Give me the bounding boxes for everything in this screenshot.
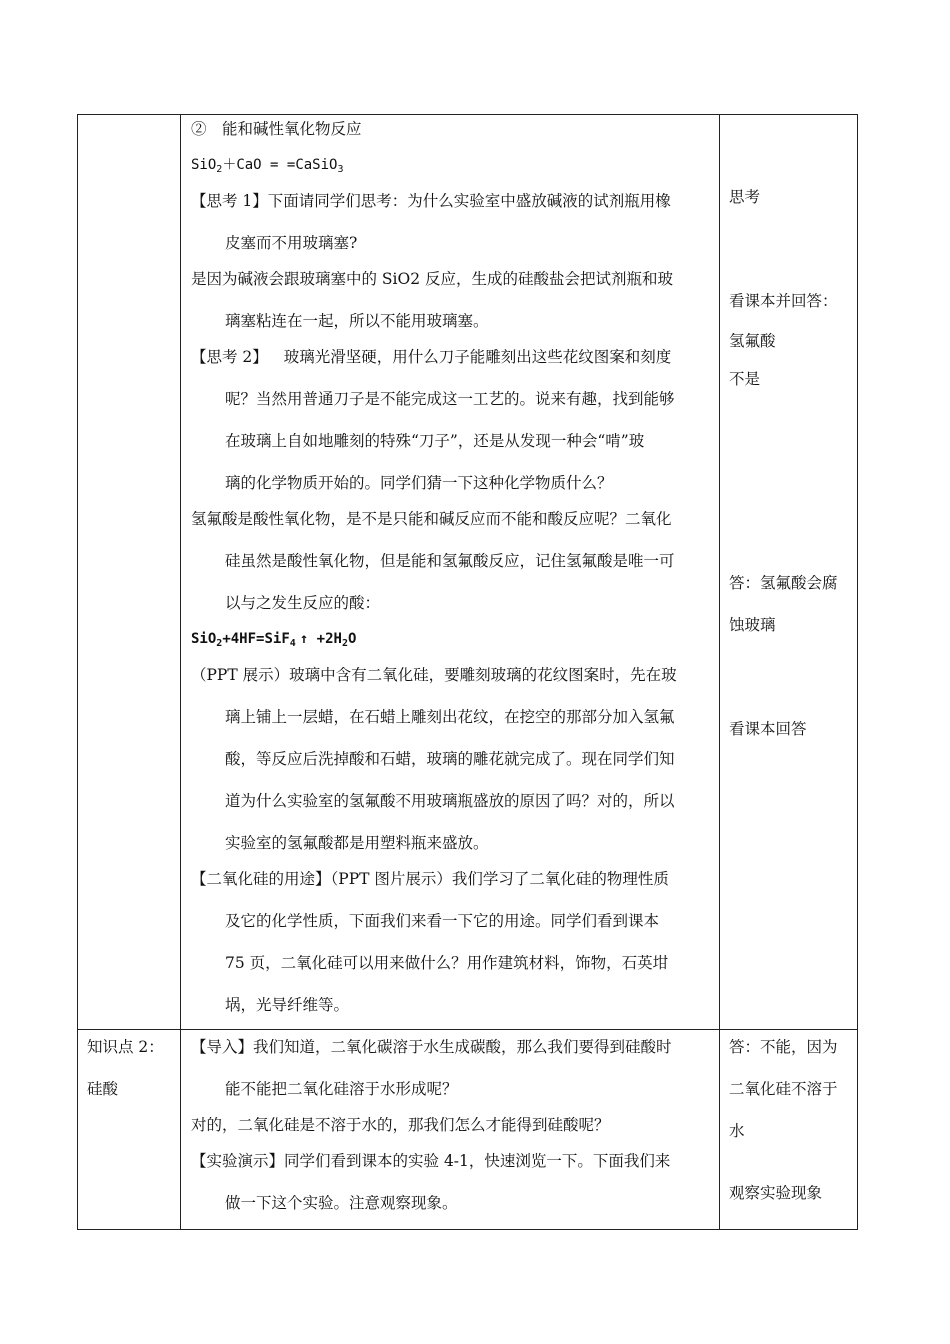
student-note: 水 xyxy=(729,1122,745,1140)
student-note: 答：不能，因为 xyxy=(729,1038,838,1056)
experiment-text: 同学们看到课本的实验 4-1，快速浏览一下。下面我们来 xyxy=(284,1152,671,1170)
think-1-line-1 xyxy=(191,191,671,211)
student-note: 答：氢氟酸会腐 xyxy=(729,574,838,592)
think-2-line-3: 在玻璃上自如地雕刻的特殊“刀子”，还是从发现一种会“啃”玻 xyxy=(225,432,645,450)
student-note: 氢氟酸 xyxy=(729,332,776,350)
use-text: （PPT 图片展示）我们学习了二氧化硅的物理性质 xyxy=(330,870,669,888)
eq-part: ↑ +2H xyxy=(299,631,342,647)
use-tag: 【二氧化硅的用途】 xyxy=(191,870,331,888)
answer-1-line-2: 璃塞粘连在一起，所以不能用玻璃塞。 xyxy=(225,312,489,330)
hf-line-1: 氢氟酸是酸性氧化物，是不是只能和碱反应而不能和酸反应呢？二氧化 xyxy=(191,510,672,528)
equation-sio2-cao xyxy=(191,155,344,175)
think-2-line-1 xyxy=(191,347,671,367)
ppt-line-1: （PPT 展示）玻璃中含有二氧化硅，要雕刻玻璃的花纹图案时，先在玻 xyxy=(191,666,677,684)
think-2-line-2: 呢？当然用普通刀子是不能完成这一工艺的。说来有趣，找到能够 xyxy=(225,390,675,408)
think-1-tag: 【思考 1】 xyxy=(191,192,268,210)
knowledge-point-label: 知识点 2： xyxy=(87,1038,164,1056)
think-1-line-2: 皮塞而不用玻璃塞? xyxy=(225,234,358,252)
hf-line-3: 以与之发生反应的酸： xyxy=(225,594,381,612)
student-activity-cell xyxy=(720,1030,858,1230)
use-line-4: 埚，光导纤维等。 xyxy=(225,996,350,1014)
item-2-heading: ② 能和碱性氧化物反应 xyxy=(191,120,362,138)
knowledge-point-title: 硅酸 xyxy=(87,1080,119,1098)
experiment-line-2: 做一下这个实验。注意观察现象。 xyxy=(225,1194,458,1212)
student-note: 思考 xyxy=(729,188,761,206)
eq-part: SiO xyxy=(191,157,217,173)
student-note: 看课本回答 xyxy=(729,720,807,738)
student-note: 不是 xyxy=(729,370,761,388)
intro-tag: 【导入】 xyxy=(191,1038,254,1056)
use-line-3: 75 页，二氧化硅可以用来做什么？用作建筑材料，饰物，石英坩 xyxy=(225,954,669,972)
student-note: 看课本并回答： xyxy=(729,292,838,310)
experiment-line-1 xyxy=(191,1151,670,1171)
teacher-activity-cell xyxy=(181,1030,720,1230)
intro-line-2: 能不能把二氧化硅溶于水形成呢？ xyxy=(225,1080,458,1098)
intro-line-3: 对的，二氧化硅是不溶于水的，那我们怎么才能得到硅酸呢？ xyxy=(191,1116,610,1134)
eq-sub: 3 xyxy=(337,164,344,175)
topic-cell xyxy=(78,1030,181,1230)
think-2-tag: 【思考 2】 xyxy=(191,348,268,366)
eq-part: ＋CaO = =CaSiO xyxy=(222,157,338,173)
use-line-1 xyxy=(191,869,669,889)
ppt-line-4: 道为什么实验室的氢氟酸不用玻璃瓶盛放的原因了吗？对的，所以 xyxy=(225,792,675,810)
student-note: 蚀玻璃 xyxy=(729,616,776,634)
student-note: 二氧化硅不溶于 xyxy=(729,1080,838,1098)
ppt-line-2: 璃上铺上一层蜡，在石蜡上雕刻出花纹，在挖空的那部分加入氢氟 xyxy=(225,708,675,726)
topic-cell xyxy=(78,115,181,1030)
eq-sub: 4 xyxy=(289,638,296,649)
equation-sio2-hf xyxy=(191,629,356,649)
table-row xyxy=(78,1030,858,1230)
eq-sub: 2 xyxy=(341,638,348,649)
eq-part: SiO xyxy=(191,631,217,647)
lesson-plan-table xyxy=(77,114,858,1230)
student-activity-cell xyxy=(720,115,858,1030)
teacher-activity-cell xyxy=(181,115,720,1030)
eq-sub: 2 xyxy=(216,638,223,649)
intro-line-1 xyxy=(191,1037,672,1057)
think-2-line-4: 璃的化学物质开始的。同学们猜一下这种化学物质什么？ xyxy=(225,474,613,492)
eq-sub: 2 xyxy=(216,164,223,175)
think-2-text: 玻璃光滑坚硬，用什么刀子能雕刻出这些花纹图案和刻度 xyxy=(283,348,672,366)
intro-text: 我们知道，二氧化碳溶于水生成碳酸，那么我们要得到硅酸时 xyxy=(253,1038,672,1056)
think-1-text: 下面请同学们思考：为什么实验室中盛放碱液的试剂瓶用橡 xyxy=(267,192,671,210)
table-row xyxy=(78,115,858,1030)
ppt-line-3: 酸，等反应后洗掉酸和石蜡，玻璃的雕花就完成了。现在同学们知 xyxy=(225,750,675,768)
ppt-line-5: 实验室的氢氟酸都是用塑料瓶来盛放。 xyxy=(225,834,489,852)
experiment-tag: 【实验演示】 xyxy=(191,1152,285,1170)
hf-line-2: 硅虽然是酸性氧化物，但是能和氢氟酸反应，记住氢氟酸是唯一可 xyxy=(225,552,675,570)
use-line-2: 及它的化学性质，下面我们来看一下它的用途。同学们看到课本 xyxy=(225,912,660,930)
eq-part: O xyxy=(347,631,357,647)
eq-part: +4HF=SiF xyxy=(222,631,290,647)
student-note: 观察实验现象 xyxy=(729,1184,823,1202)
answer-1-line-1: 是因为碱液会跟玻璃塞中的 SiO2 反应，生成的硅酸盐会把试剂瓶和玻 xyxy=(191,270,674,288)
